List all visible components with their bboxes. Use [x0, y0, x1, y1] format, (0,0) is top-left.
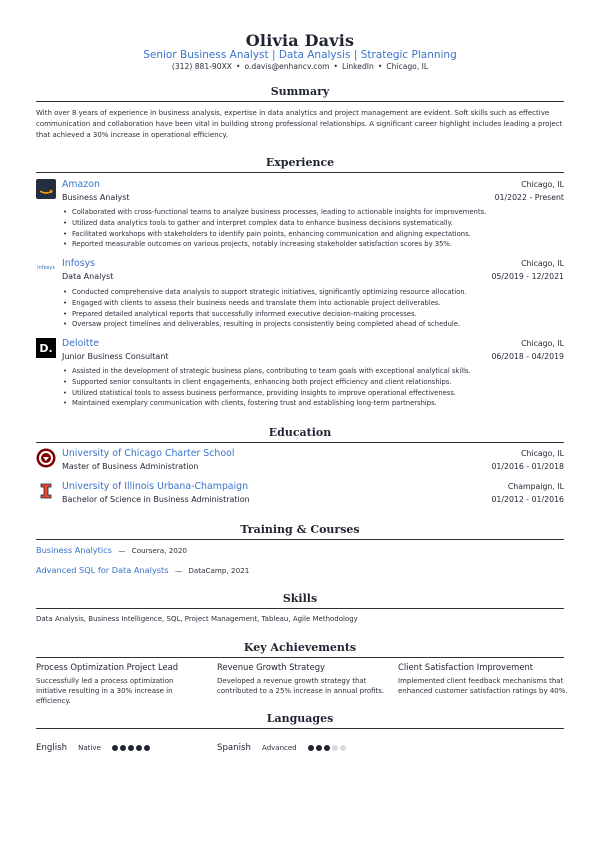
language-name: English: [36, 743, 68, 753]
candidate-headline: Senior Business Analyst | Data Analysis | Strategic Planning: [143, 49, 457, 61]
job-dates: 01/2022 - Present: [494, 193, 564, 202]
rating-dot-filled: [120, 745, 126, 751]
list-item: • Engaged with clients to assess their business needs and translate them into actionable project deliverables.: [62, 298, 564, 309]
rating-dot-filled: [308, 745, 314, 751]
rating-dot-empty: [332, 745, 338, 751]
contact-line: (312) 881-90XX • o.davis@enhancv.com • LinkedIn • Chicago, IL: [171, 62, 429, 71]
section-divider: [36, 172, 564, 173]
job-bullets: [62, 207, 564, 250]
section-title-experience: Experience: [265, 156, 335, 169]
language-name: Spanish: [217, 743, 251, 753]
company-name[interactable]: Amazon: [62, 179, 100, 190]
language-item: [217, 735, 348, 755]
list-item: • Supported senior consultants in client engagements, enhancing both project efficiency and client relationships.: [62, 377, 564, 388]
achievement-desc: Implemented client feedback mechanisms that enhanced customer satisfaction ratings by 40%.: [398, 677, 568, 695]
job-role: Data Analyst: [62, 272, 114, 281]
rating-dot-filled: [136, 745, 142, 751]
course-dash: —: [118, 546, 126, 555]
company-name[interactable]: Infosys: [62, 258, 96, 269]
rating-dot-filled: [128, 745, 134, 751]
list-item: • Utilized data analytics tools to gather and interpret complex data to enhance business decisions systematically.: [62, 218, 564, 229]
company-name[interactable]: Deloitte: [62, 338, 100, 349]
achievement-title: Process Optimization Project Lead: [36, 662, 179, 672]
section-title-languages: Languages: [266, 712, 334, 725]
section-title-skills: Skills: [282, 592, 318, 605]
rating-dot-filled: [324, 745, 330, 751]
job-role: Business Analyst: [62, 193, 130, 202]
rating-dot-filled: [144, 745, 150, 751]
achievement-title: Client Satisfaction Improvement: [398, 662, 534, 672]
degree-name: Bachelor of Science in Business Administration: [62, 495, 250, 504]
section-title-education: Education: [268, 426, 332, 439]
language-item: [36, 735, 152, 755]
course-dash: —: [174, 566, 183, 575]
illinois-block-i-icon: [36, 481, 56, 501]
language-level: Native: [78, 744, 101, 752]
amazon-logo-icon: [36, 179, 56, 199]
skills-text: Data Analysis, Business Intelligence, SQL, Project Management, Tableau, Agile Methodology: [36, 615, 358, 623]
section-divider: [36, 442, 564, 443]
school-name[interactable]: University of Illinois Urbana-Champaign: [62, 481, 249, 492]
rating-dot-filled: [316, 745, 322, 751]
list-item: • Conducted comprehensive data analysis to support strategic initiatives, significantly optimizing resource allocation.: [62, 287, 564, 298]
course-title[interactable]: Business Analytics: [36, 545, 112, 555]
candidate-name: Olivia Davis: [245, 31, 355, 50]
list-item: • Maintained exemplary communication with clients, fostering trust and establishing long-term partnerships.: [62, 398, 564, 409]
location-text: Chicago, IL: [386, 62, 429, 71]
deloitte-logo-icon: D.: [36, 338, 56, 358]
email-link[interactable]: o.davis@enhancv.com: [244, 62, 330, 71]
language-rating: [308, 736, 348, 755]
course-provider: DataCamp, 2021: [188, 566, 250, 575]
section-title-summary: Summary: [270, 85, 330, 98]
school-location: Champaign, IL: [507, 482, 564, 491]
school-dates: 01/2016 - 01/2018: [491, 462, 564, 471]
achievement-desc: Successfully led a process optimization initiative resulting in a 30% increase in efficiency.: [36, 677, 174, 705]
job-bullets: [62, 287, 564, 330]
list-item: • Facilitated workshops with stakeholders to identify pain points, enhancing communication and aligning expectations.: [62, 229, 564, 240]
language-rating: [112, 736, 152, 755]
linkedin-link[interactable]: LinkedIn: [342, 62, 374, 71]
section-title-achievements: Key Achievements: [243, 641, 357, 654]
job-dates: 06/2018 - 04/2019: [491, 352, 564, 361]
section-divider: [36, 657, 564, 658]
list-item: • Oversaw project timelines and deliverables, resulting in projects consistently being completed ahead of schedule.: [62, 319, 564, 330]
school-location: Chicago, IL: [521, 449, 564, 458]
list-item: • Reported measurable outcomes on various projects, notably increasing stakeholder satisfaction scores by 35%.: [62, 239, 564, 250]
section-divider: [36, 101, 564, 102]
school-name[interactable]: University of Chicago Charter School: [62, 448, 235, 459]
rating-dot-filled: [112, 745, 118, 751]
course-item: [36, 565, 249, 575]
degree-name: Master of Business Administration: [62, 462, 199, 471]
section-title-training: Training & Courses: [240, 523, 360, 536]
list-item: • Prepared detailed analytical reports that successfully informed executive decision-making processes.: [62, 309, 564, 320]
job-location: Chicago, IL: [521, 259, 564, 268]
rating-dot-empty: [340, 745, 346, 751]
course-item: [36, 545, 187, 555]
school-dates: 01/2012 - 01/2016: [491, 495, 564, 504]
job-bullets: [62, 366, 564, 409]
achievement-title: Revenue Growth Strategy: [217, 662, 325, 672]
course-title[interactable]: Advanced SQL for Data Analysts: [36, 565, 169, 575]
list-item: • Utilized statistical tools to assess business performance, providing insights to improve operational effectiveness.: [62, 388, 564, 399]
section-divider: [36, 608, 564, 609]
section-divider: [36, 728, 564, 729]
job-location: Chicago, IL: [521, 180, 564, 189]
job-dates: 05/2019 - 12/2021: [491, 272, 564, 281]
list-item: • Assisted in the development of strategic business plans, contributing to team goals with exceptional analytical skills.: [62, 366, 564, 377]
list-item: • Collaborated with cross-functional teams to analyze business processes, leading to actionable insights for improvements.: [62, 207, 564, 218]
language-level: Advanced: [262, 744, 297, 752]
achievement-desc: Developed a revenue growth strategy that contributed to a 25% increase in annual profits.: [217, 677, 385, 695]
job-role: Junior Business Consultant: [62, 352, 169, 361]
section-divider: [36, 539, 564, 540]
course-provider: Coursera, 2020: [131, 546, 187, 555]
uchicago-seal-icon: [36, 448, 56, 468]
job-location: Chicago, IL: [521, 339, 564, 348]
phone-text: (312) 881-90XX: [171, 62, 232, 71]
infosys-logo-icon: Infosys: [37, 265, 55, 271]
summary-text: With over 8 years of experience in business analysis, expertise in data analytics and project management are evident. Soft skills such as effective communication and collaboration have been vital in building strong professional relationships. A significant career highlight includes leading a project that achieved a 30% increase in operational efficiency.: [36, 109, 563, 139]
